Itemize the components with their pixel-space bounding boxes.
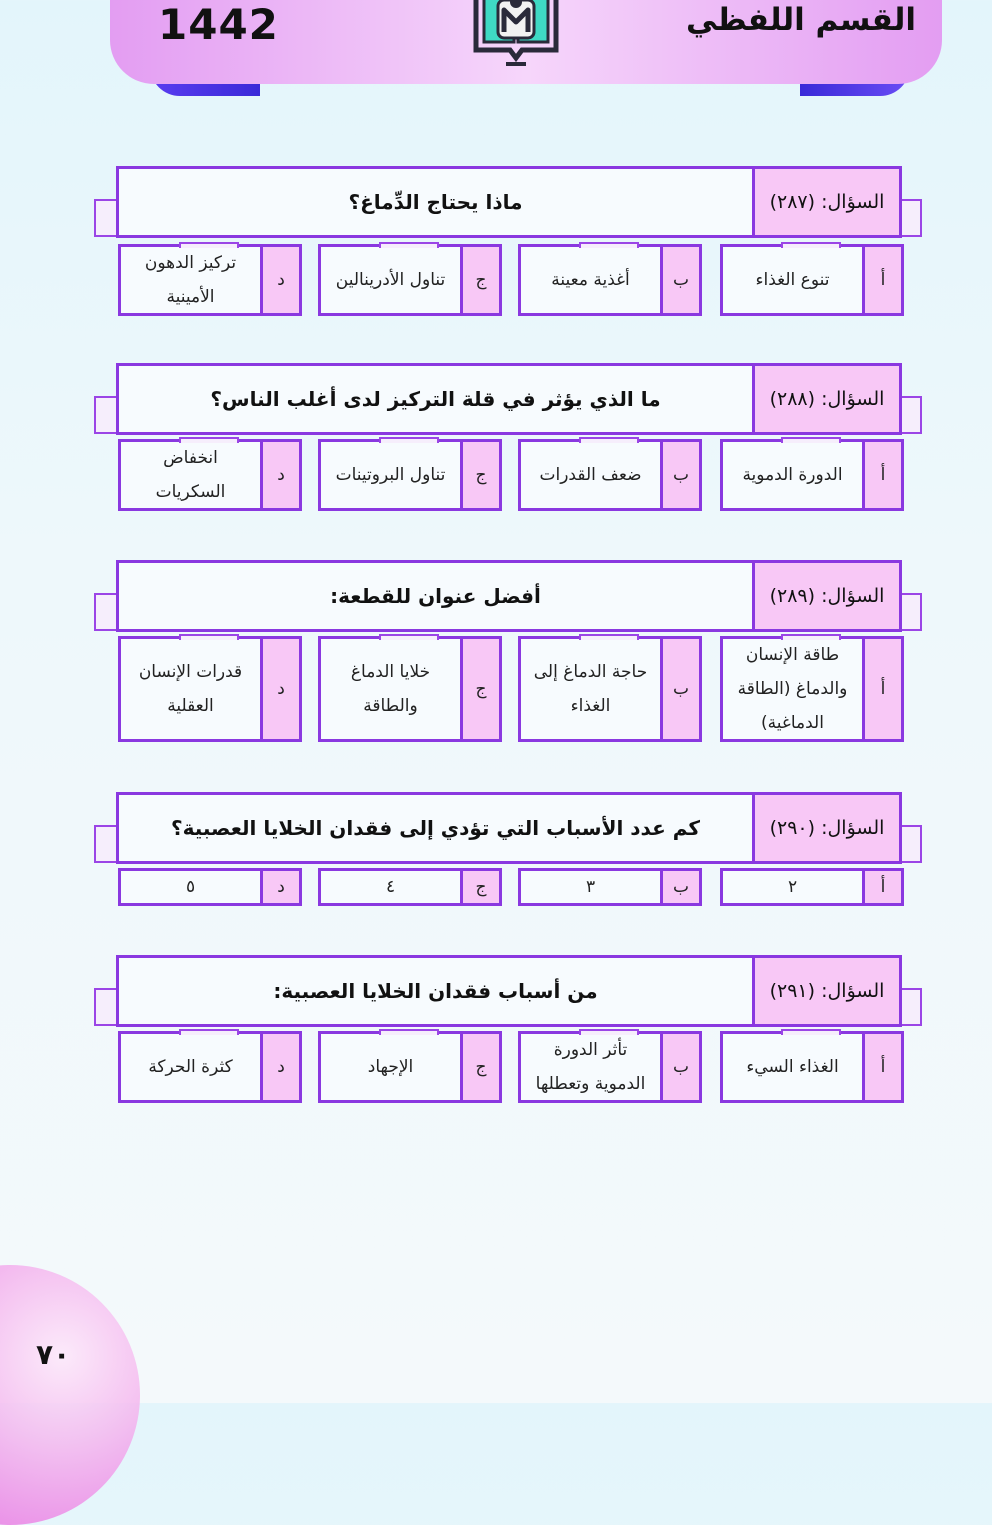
option-letter: د	[260, 871, 299, 903]
question-header	[116, 363, 902, 435]
option-d[interactable]	[118, 636, 302, 742]
option-letter: ج	[460, 639, 499, 739]
option-tab	[379, 242, 439, 248]
option-letter: ب	[660, 247, 699, 313]
option-tab	[781, 1029, 841, 1035]
option-b[interactable]	[518, 439, 702, 511]
option-letter: ب	[660, 639, 699, 739]
option-text: الإجهاد	[367, 1057, 414, 1077]
option-a[interactable]	[720, 868, 904, 906]
option-text: قدرات الإنسان العقلية	[138, 662, 243, 716]
option-letter: أ	[862, 442, 901, 508]
option-a[interactable]	[720, 244, 904, 316]
option-text: الدورة الدموية	[742, 465, 843, 485]
option-b[interactable]	[518, 868, 702, 906]
option-tab	[579, 242, 639, 248]
question-text: ماذا يحتاج الدِّماغ؟	[348, 190, 523, 214]
option-text: ٣	[585, 877, 596, 897]
page-header	[110, 0, 942, 84]
option-d[interactable]	[118, 868, 302, 906]
question-block	[94, 560, 924, 746]
option-tab	[579, 1029, 639, 1035]
option-tab	[179, 437, 239, 443]
option-letter: ج	[460, 871, 499, 903]
question-header	[116, 560, 902, 632]
question-text: أفضل عنوان للقطعة:	[330, 584, 541, 608]
option-tab	[179, 242, 239, 248]
year-label: 1442	[158, 0, 279, 49]
option-text: تنوع الغذاء	[755, 270, 830, 290]
question-number: السؤال: (٢٨٧)	[752, 169, 899, 235]
option-tab	[781, 634, 841, 640]
option-tab	[579, 634, 639, 640]
book-logo-icon	[470, 0, 562, 68]
option-text: تناول البروتينات	[335, 465, 446, 485]
option-b[interactable]	[518, 636, 702, 742]
option-text: ٤	[385, 877, 396, 897]
option-tab	[579, 437, 639, 443]
option-text: الغذاء السيء	[746, 1057, 839, 1077]
question-text: كم عدد الأسباب التي تؤدي إلى فقدان الخلايا العصبية؟	[170, 816, 701, 840]
option-text: تناول الأدرينالين	[335, 270, 446, 290]
option-text: ٢	[787, 877, 798, 897]
option-letter: ب	[660, 442, 699, 508]
option-tab	[379, 1029, 439, 1035]
option-text: تركيز الدهون الأمينية	[144, 253, 237, 307]
option-tab	[379, 437, 439, 443]
decorative-blob	[0, 1265, 140, 1525]
option-text: انخفاض السكريات	[155, 448, 226, 502]
question-header	[116, 166, 902, 238]
option-letter: أ	[862, 639, 901, 739]
option-letter: ج	[460, 442, 499, 508]
option-tab	[781, 437, 841, 443]
question-text: ما الذي يؤثر في قلة التركيز لدى أغلب الناس؟	[210, 387, 661, 411]
options-row	[116, 636, 904, 742]
option-letter: أ	[862, 871, 901, 903]
option-letter: ج	[460, 1034, 499, 1100]
option-c[interactable]	[318, 636, 502, 742]
option-tab	[179, 634, 239, 640]
option-b[interactable]	[518, 1031, 702, 1103]
option-letter: د	[260, 247, 299, 313]
question-block	[94, 363, 924, 515]
option-letter: ب	[660, 871, 699, 903]
options-row	[116, 439, 904, 511]
option-letter: د	[260, 639, 299, 739]
option-c[interactable]	[318, 868, 502, 906]
option-text: طاقة الإنسان والدماغ (الطاقة الدماغية)	[737, 645, 848, 733]
page-number: ٧٠	[36, 1338, 71, 1371]
options-row	[116, 244, 904, 316]
option-text: ضعف القدرات	[539, 465, 642, 485]
option-c[interactable]	[318, 439, 502, 511]
question-block	[94, 955, 924, 1107]
question-header	[116, 792, 902, 864]
section-title: القسم اللفظي	[685, 2, 916, 38]
option-c[interactable]	[318, 244, 502, 316]
option-d[interactable]	[118, 439, 302, 511]
option-letter: د	[260, 1034, 299, 1100]
option-tab	[379, 634, 439, 640]
option-text: حاجة الدماغ إلى الغذاء	[533, 662, 648, 716]
option-letter: أ	[862, 1034, 901, 1100]
option-a[interactable]	[720, 439, 904, 511]
option-text: كثرة الحركة	[148, 1057, 233, 1077]
question-number: السؤال: (٢٩٠)	[752, 795, 899, 861]
option-d[interactable]	[118, 244, 302, 316]
option-text: أغذية معينة	[551, 270, 630, 290]
option-letter: أ	[862, 247, 901, 313]
question-text: من أسباب فقدان الخلايا العصبية:	[273, 979, 598, 1003]
option-a[interactable]	[720, 636, 904, 742]
option-letter: ب	[660, 1034, 699, 1100]
option-text: ٥	[185, 877, 196, 897]
option-a[interactable]	[720, 1031, 904, 1103]
option-text: خلايا الدماغ والطاقة	[350, 662, 431, 716]
option-text: تأثر الدورة الدموية وتعطلها	[535, 1040, 646, 1094]
option-letter: د	[260, 442, 299, 508]
options-row	[116, 1031, 904, 1103]
option-tab	[179, 1029, 239, 1035]
option-tab	[781, 242, 841, 248]
option-d[interactable]	[118, 1031, 302, 1103]
question-block	[94, 792, 924, 910]
option-c[interactable]	[318, 1031, 502, 1103]
option-b[interactable]	[518, 244, 702, 316]
options-row	[116, 868, 904, 906]
question-header	[116, 955, 902, 1027]
option-letter: ج	[460, 247, 499, 313]
question-block	[94, 166, 924, 318]
question-number: السؤال: (٢٩١)	[752, 958, 899, 1024]
question-number: السؤال: (٢٨٩)	[752, 563, 899, 629]
question-number: السؤال: (٢٨٨)	[752, 366, 899, 432]
